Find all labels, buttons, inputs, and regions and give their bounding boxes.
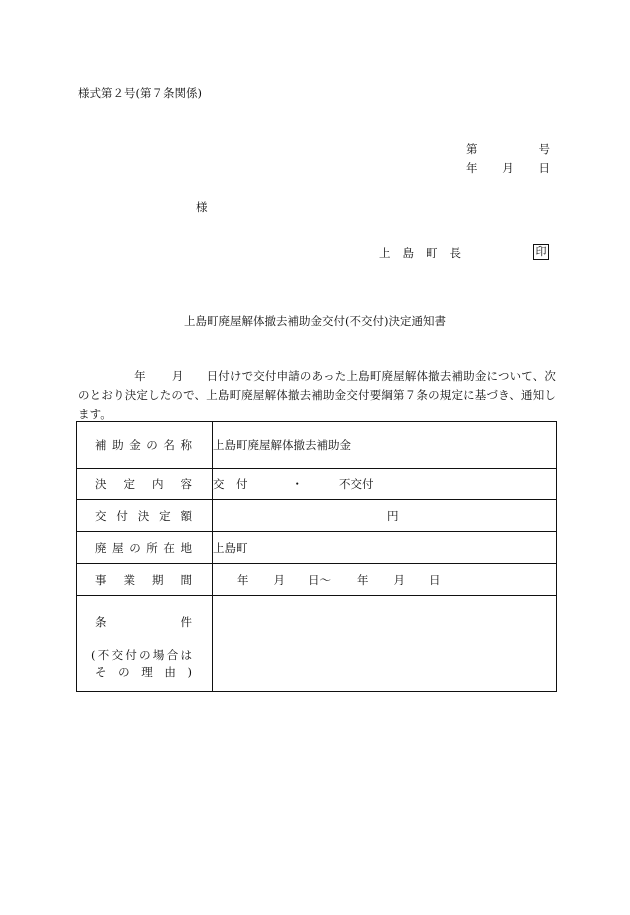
- label-conditions: 条 件 ( 不 交 付 の 場 合 は そ の 理 由 ): [77, 596, 213, 692]
- label-subsidy-name: 補 助 金 の 名 称: [77, 422, 213, 469]
- date-year: 年: [466, 161, 478, 175]
- table-row: [77, 532, 557, 564]
- addressee-suffix: 様: [196, 200, 208, 214]
- table-row: [77, 422, 557, 469]
- body-text-line1: 日付けで交付申請のあった上島町廃屋解体撤去補助金について、: [206, 369, 545, 383]
- issuer-title: 上 島 町 長: [379, 246, 461, 260]
- label-grant-amount: 交 付 決 定 額: [77, 500, 213, 532]
- option-grant: 交 付: [213, 477, 248, 491]
- document-date-row: [466, 161, 550, 175]
- document-number-row: [466, 142, 550, 156]
- number-suffix: 号: [538, 142, 550, 156]
- label-decision: 決 定 内 容: [77, 469, 213, 500]
- option-separator: ・: [291, 477, 303, 491]
- seal-icon: 印: [533, 244, 549, 260]
- table-row: [77, 564, 557, 596]
- date-month: 月: [502, 161, 514, 175]
- option-denial: 不交付: [339, 477, 374, 491]
- form-number: 様式第２号(第７条関係): [78, 86, 202, 100]
- value-location: 上島町: [213, 532, 557, 564]
- decision-table: [76, 421, 557, 692]
- label-period: 事 業 期 間: [77, 564, 213, 596]
- value-period: 年 月 日～ 年 月 日: [213, 564, 557, 596]
- value-subsidy-name: 上島町廃屋解体撤去補助金: [213, 422, 557, 469]
- amount-unit: 円: [387, 508, 399, 523]
- notice-body: [78, 367, 556, 424]
- table-row: [77, 500, 557, 532]
- body-year: 年: [134, 369, 146, 383]
- number-label: 第: [466, 142, 478, 156]
- value-conditions: [213, 596, 557, 692]
- body-text-rest: 次のとおり決定したので、上島町廃屋解体撤去補助金交付要綱第７条の規定に基づき、通知します。: [78, 369, 556, 421]
- date-day: 日: [538, 161, 550, 175]
- label-location: 廃 屋 の 所 在 地: [77, 532, 213, 564]
- document-title: 上島町廃屋解体撤去補助金交付(不交付)決定通知書: [184, 314, 446, 328]
- value-grant-amount: [213, 500, 557, 532]
- table-row: [77, 469, 557, 500]
- value-decision: [213, 469, 557, 500]
- table-row: [77, 596, 557, 692]
- body-month: 月: [171, 369, 184, 383]
